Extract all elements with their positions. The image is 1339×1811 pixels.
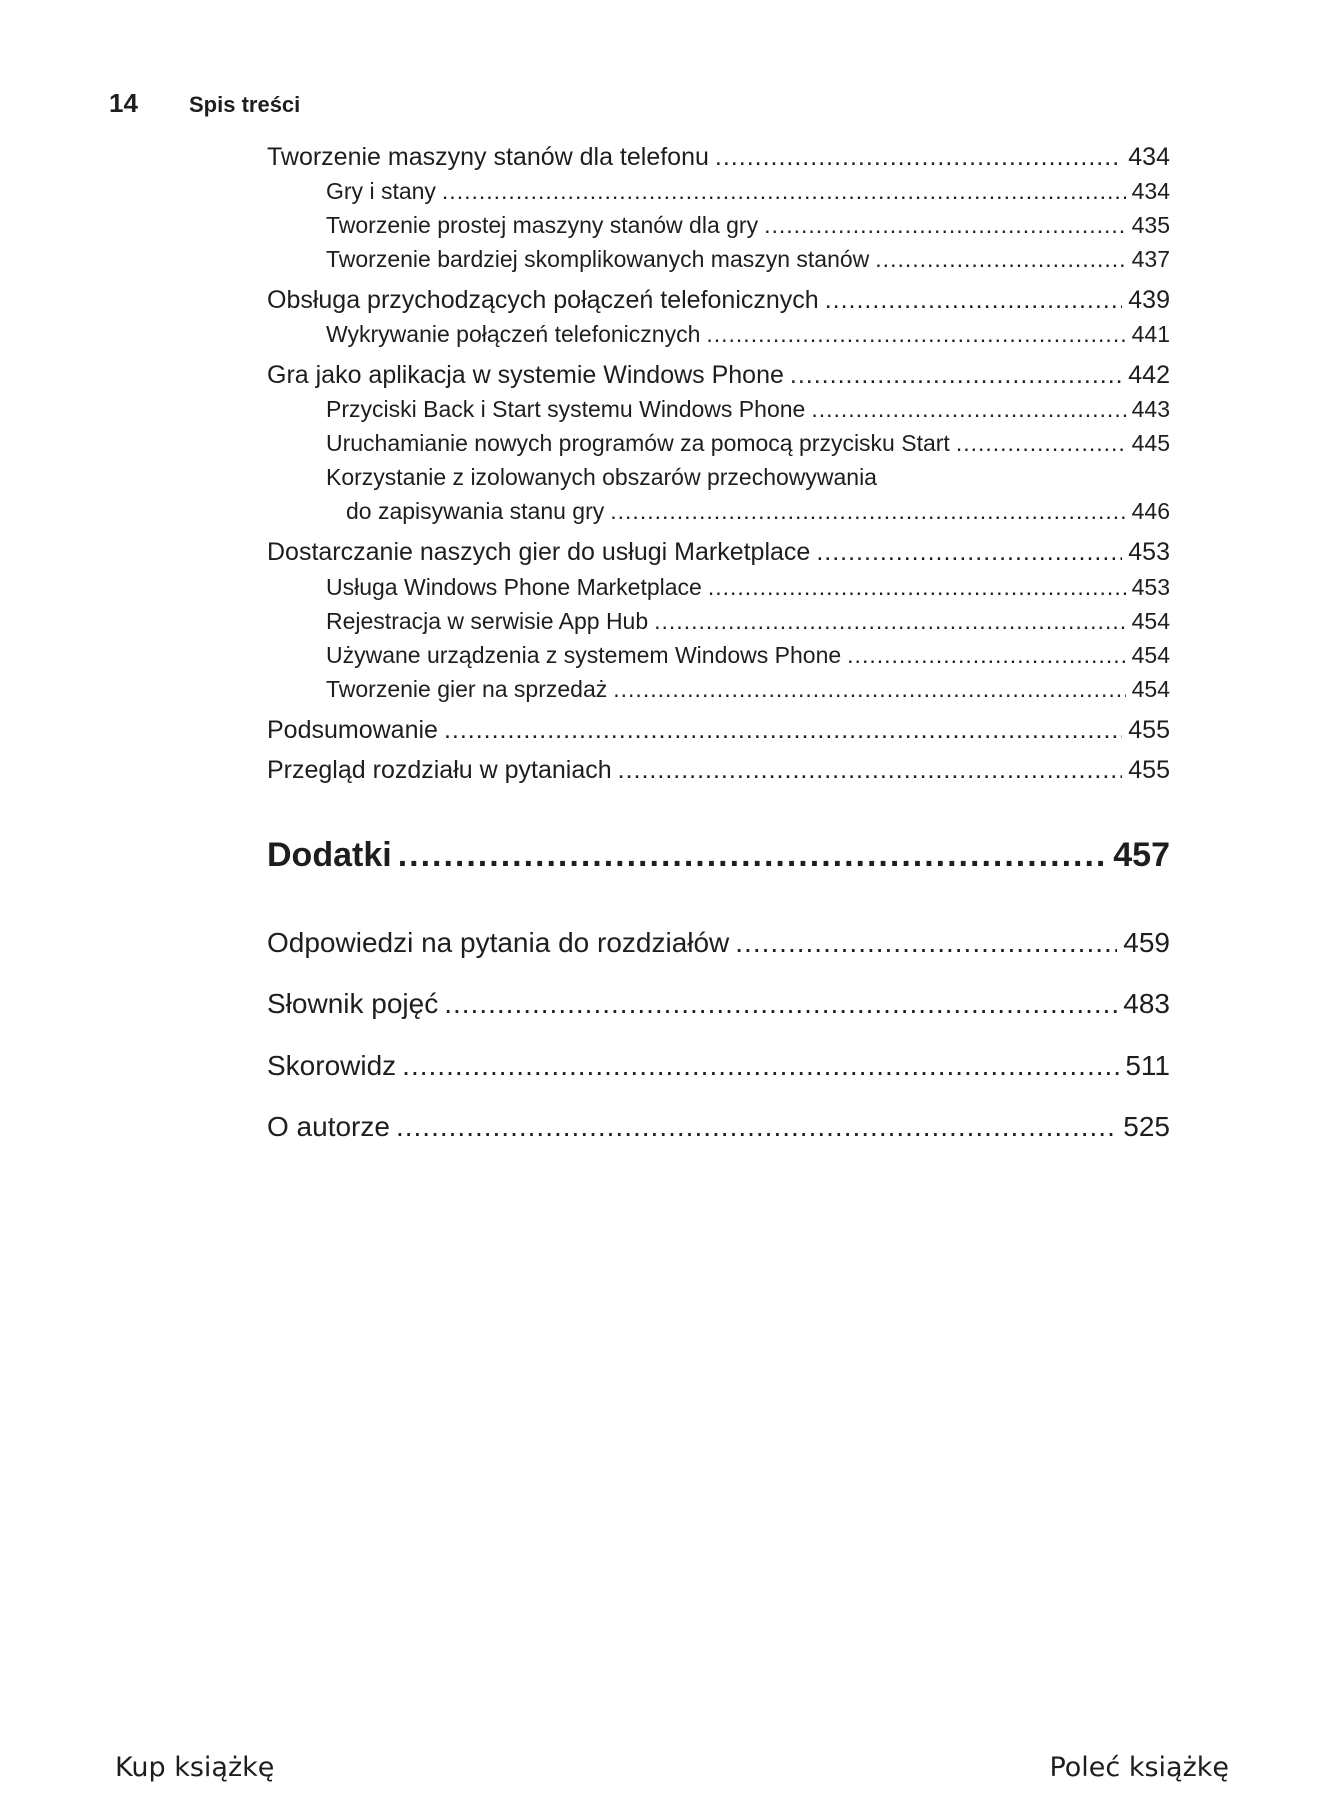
toc-entry[interactable] bbox=[267, 398, 1170, 421]
toc-entry[interactable] bbox=[267, 644, 1170, 667]
dot-leader bbox=[398, 838, 1108, 872]
toc-entry-page: 454 bbox=[1131, 642, 1170, 668]
dot-leader bbox=[764, 214, 1126, 237]
toc-entry-title: Przyciski Back i Start systemu Windows Phone bbox=[326, 396, 806, 422]
dot-leader bbox=[825, 288, 1123, 313]
toc-entry-page: 453 bbox=[1128, 538, 1170, 566]
dot-leader bbox=[396, 1113, 1117, 1141]
toc-entry-page: 454 bbox=[1131, 676, 1170, 702]
toc-entry[interactable] bbox=[267, 758, 1170, 783]
toc-appendix-title: O autorze bbox=[267, 1111, 390, 1142]
toc-entry[interactable] bbox=[267, 363, 1170, 388]
toc-entry-title: Tworzenie gier na sprzedaż bbox=[326, 676, 608, 702]
section-title: Spis treści bbox=[189, 92, 301, 117]
toc-appendix-page: 511 bbox=[1125, 1050, 1170, 1081]
toc-entry-page: 434 bbox=[1131, 178, 1170, 204]
toc-entry-page: 445 bbox=[1131, 430, 1170, 456]
toc-appendix-entry[interactable] bbox=[267, 990, 1170, 1018]
toc-entry[interactable] bbox=[267, 466, 1170, 489]
toc-appendix-entry[interactable] bbox=[267, 929, 1170, 957]
toc-entry-page: 443 bbox=[1131, 396, 1170, 422]
toc-entry[interactable] bbox=[267, 180, 1170, 203]
dot-leader bbox=[402, 1052, 1119, 1080]
toc-entry-title: Tworzenie bardziej skomplikowanych maszyn stanów bbox=[326, 246, 870, 272]
toc-part-entry[interactable] bbox=[267, 838, 1170, 872]
toc-entry[interactable] bbox=[267, 214, 1170, 237]
toc-entry-page: 441 bbox=[1131, 321, 1170, 347]
toc-appendix-entry[interactable] bbox=[267, 1113, 1170, 1141]
toc-entry-title: Uruchamianie nowych programów za pomocą przycisku Start bbox=[326, 430, 950, 456]
toc-entry[interactable] bbox=[267, 248, 1170, 271]
dot-leader bbox=[706, 323, 1125, 346]
toc-entry[interactable] bbox=[267, 576, 1170, 599]
toc-entry-title: Usługa Windows Phone Marketplace bbox=[326, 574, 702, 600]
dot-leader bbox=[610, 500, 1125, 523]
toc-appendix-page: 483 bbox=[1123, 988, 1170, 1019]
toc-entry-page: 437 bbox=[1131, 246, 1170, 272]
recommend-book-link[interactable]: Poleć książkę bbox=[1049, 1752, 1229, 1783]
toc-entry[interactable] bbox=[267, 500, 1170, 523]
dot-leader bbox=[735, 929, 1117, 957]
toc-entry[interactable] bbox=[267, 718, 1170, 743]
toc-entry-title: Gra jako aplikacja w systemie Windows Phone bbox=[267, 361, 784, 389]
dot-leader bbox=[847, 644, 1125, 667]
dot-leader bbox=[708, 576, 1126, 599]
toc-entry-page: 453 bbox=[1131, 574, 1170, 600]
toc-entry-title: Używane urządzenia z systemem Windows Phone bbox=[326, 642, 842, 668]
toc-entry-title: Rejestracja w serwisie App Hub bbox=[326, 608, 649, 634]
dot-leader bbox=[613, 678, 1125, 701]
running-head bbox=[109, 88, 300, 119]
toc-entry-title: Gry i stany bbox=[326, 178, 436, 204]
toc-entry-page: 455 bbox=[1128, 716, 1170, 744]
toc-part-page: 457 bbox=[1113, 836, 1170, 874]
toc-entry-title: do zapisywania stanu gry bbox=[346, 498, 605, 524]
toc-entry[interactable] bbox=[267, 610, 1170, 633]
toc-entry[interactable] bbox=[267, 288, 1170, 313]
dot-leader bbox=[956, 432, 1126, 455]
toc-entry[interactable] bbox=[267, 540, 1170, 565]
buy-book-link[interactable]: Kup książkę bbox=[115, 1752, 275, 1783]
toc-entry-title: Dostarczanie naszych gier do usługi Marketplace bbox=[267, 538, 811, 566]
toc-entry[interactable] bbox=[267, 432, 1170, 455]
toc-entry-title: Podsumowanie bbox=[267, 716, 438, 744]
toc-appendix-title: Słownik pojęć bbox=[267, 988, 439, 1019]
dot-leader bbox=[875, 248, 1125, 271]
toc-entry-page: 455 bbox=[1128, 756, 1170, 784]
toc-entry-page: 434 bbox=[1128, 143, 1170, 171]
toc-entry[interactable] bbox=[267, 145, 1170, 170]
toc-appendix-page: 459 bbox=[1123, 927, 1170, 958]
dot-leader bbox=[442, 180, 1126, 203]
toc-entry-title: Obsługa przychodzących połączeń telefonicznych bbox=[267, 286, 819, 314]
dot-leader bbox=[444, 990, 1117, 1018]
dot-leader bbox=[811, 398, 1125, 421]
toc-appendix-page: 525 bbox=[1123, 1111, 1170, 1142]
toc-entry-title: Korzystanie z izolowanych obszarów przechowywania bbox=[326, 464, 877, 490]
toc-entry-title: Przegląd rozdziału w pytaniach bbox=[267, 756, 612, 784]
toc-appendix-entry[interactable] bbox=[267, 1052, 1170, 1080]
dot-leader bbox=[816, 540, 1122, 565]
toc-part-title: Dodatki bbox=[267, 836, 392, 874]
dot-leader bbox=[654, 610, 1125, 633]
toc-appendix-title: Odpowiedzi na pytania do rozdziałów bbox=[267, 927, 730, 958]
dot-leader bbox=[618, 758, 1123, 783]
toc-entry[interactable] bbox=[267, 678, 1170, 701]
toc-appendix-title: Skorowidz bbox=[267, 1050, 397, 1081]
toc-entry-title: Tworzenie prostej maszyny stanów dla gry bbox=[326, 212, 759, 238]
dot-leader bbox=[444, 718, 1122, 743]
toc-entry-page: 446 bbox=[1131, 498, 1170, 524]
dot-leader bbox=[715, 145, 1122, 170]
toc-entry-page: 435 bbox=[1131, 212, 1170, 238]
toc-entry-page: 454 bbox=[1131, 608, 1170, 634]
toc-entry-page: 442 bbox=[1128, 361, 1170, 389]
toc-entry[interactable] bbox=[267, 323, 1170, 346]
page-number: 14 bbox=[109, 88, 138, 118]
toc-entry-title: Tworzenie maszyny stanów dla telefonu bbox=[267, 143, 709, 171]
toc-entry-title: Wykrywanie połączeń telefonicznych bbox=[326, 321, 701, 347]
toc-entry-page: 439 bbox=[1128, 286, 1170, 314]
dot-leader bbox=[790, 363, 1122, 388]
